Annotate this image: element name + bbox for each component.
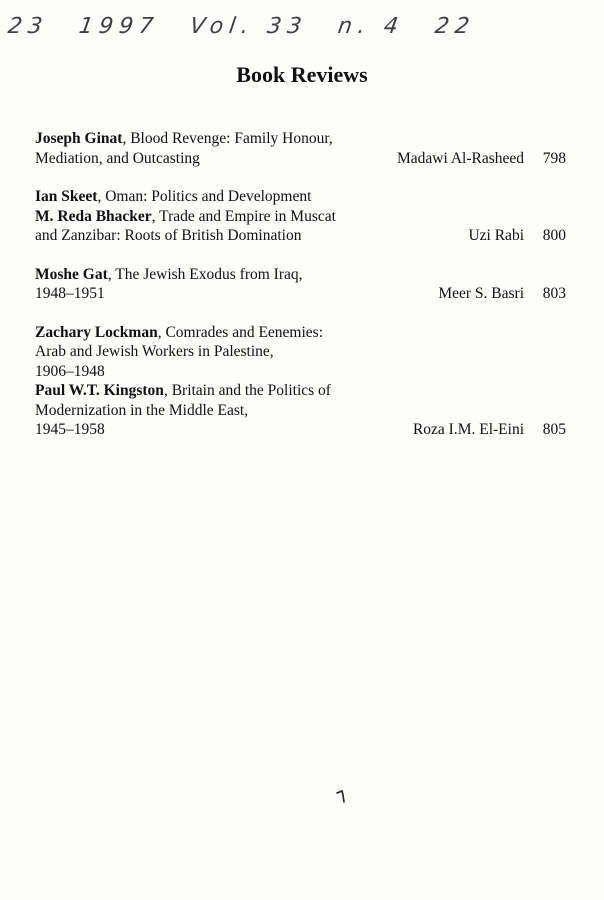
review-line — [35, 323, 570, 343]
review-line — [35, 381, 570, 401]
review-line — [35, 226, 570, 246]
review-line — [35, 265, 570, 285]
page-number: 803 — [542, 285, 566, 302]
review-line — [35, 187, 570, 207]
handwritten-note-item: 22 — [433, 14, 478, 39]
page-number: 805 — [542, 421, 566, 438]
review-book-title: , Oman: Politics and Development — [97, 188, 312, 205]
review-book-author: Joseph Ginat — [35, 130, 123, 147]
review-line — [35, 401, 570, 421]
review-book-title: 1945–1958 — [35, 421, 105, 438]
review-line — [35, 362, 570, 382]
handwritten-annotation — [8, 14, 528, 48]
review-entry — [35, 323, 570, 440]
reviews-list — [35, 129, 570, 459]
scan-speck-mark — [334, 788, 348, 806]
reviewer-name: Roza I.M. El-Eini — [412, 421, 524, 438]
review-entry — [35, 129, 570, 168]
review-book-title: , Britain and the Politics of — [163, 382, 331, 399]
review-entry — [35, 187, 570, 246]
review-entry — [35, 265, 570, 304]
handwritten-note-item: n. 4 — [336, 14, 407, 39]
page-number: 798 — [542, 149, 566, 167]
review-book-title: , Blood Revenge: Family Honour, — [122, 130, 333, 147]
review-line — [35, 149, 570, 169]
review-book-title: Mediation, and Outcasting — [35, 149, 200, 167]
review-book-title: Arab and Jewish Workers in Palestine, — [35, 343, 274, 360]
reviewer-name: Madawi Al-Rasheed — [397, 149, 524, 167]
review-book-author: M. Reda Bhacker — [35, 207, 152, 225]
review-book-title: , The Jewish Exodus from Iraq, — [107, 265, 303, 283]
review-book-title: , Trade and Empire in Muscat — [151, 207, 336, 225]
review-book-author: Moshe Gat — [35, 265, 108, 283]
review-line — [35, 420, 570, 440]
page-title: Book Reviews — [236, 62, 368, 87]
reviewer-name: Uzi Rabi — [468, 227, 524, 244]
handwritten-note-item: Vol. 33 — [188, 14, 310, 39]
review-book-author: Zachary Lockman — [35, 323, 158, 341]
review-line — [35, 284, 570, 304]
review-book-title: Modernization in the Middle East, — [35, 401, 249, 419]
review-line — [35, 207, 570, 227]
handwritten-note-item: 1997 — [77, 14, 161, 39]
review-book-title: , Comrades and Eenemies: — [157, 323, 324, 341]
review-book-author: Ian Skeet — [35, 188, 98, 205]
review-line — [35, 342, 570, 362]
review-book-title: 1906–1948 — [35, 362, 105, 380]
review-book-title: and Zanzibar: Roots of British Domination — [35, 227, 302, 244]
review-line — [35, 129, 570, 149]
review-book-author: Paul W.T. Kingston — [35, 382, 164, 399]
page-number: 800 — [542, 227, 566, 244]
reviewer-name: Meer S. Basri — [438, 285, 524, 302]
review-book-title: 1948–1951 — [35, 285, 105, 302]
handwritten-note-item: 23 — [6, 14, 50, 39]
